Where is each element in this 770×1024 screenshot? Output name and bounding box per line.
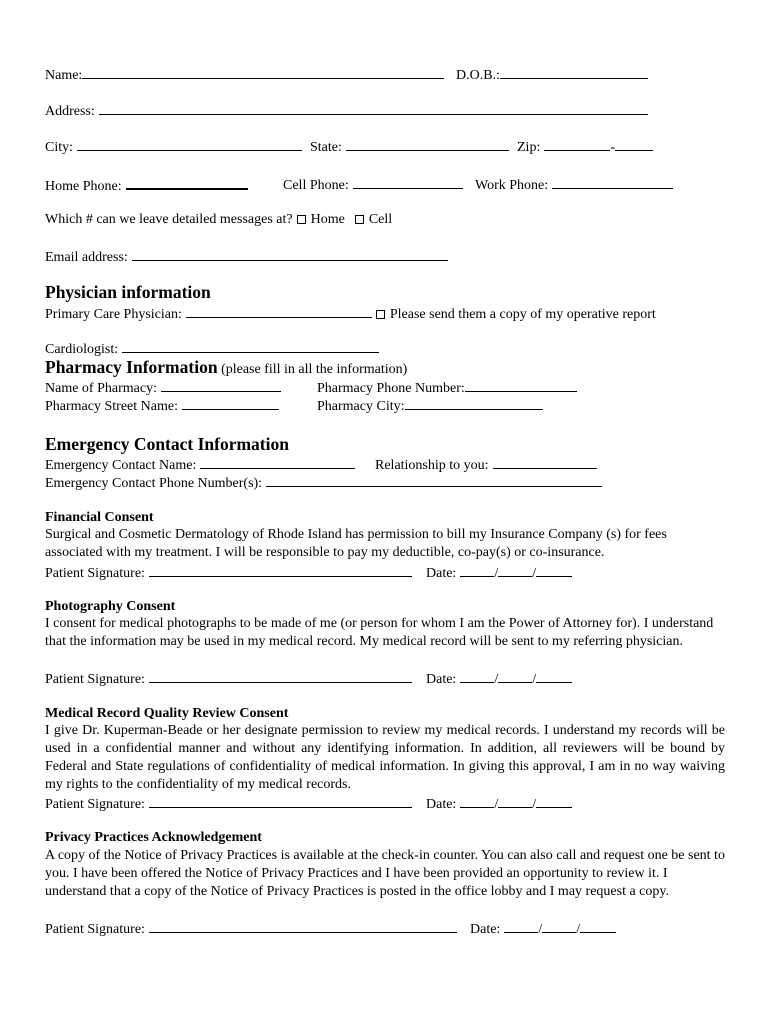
cell-checkbox[interactable]: [355, 215, 364, 224]
relationship-field[interactable]: [493, 455, 597, 469]
emergency-heading: Emergency Contact Information: [45, 434, 289, 454]
relationship-label: Relationship to you:: [375, 458, 489, 473]
cell-phone-label: Cell Phone:: [283, 178, 349, 193]
quality-review-date-month[interactable]: [460, 794, 494, 808]
cell-phone-field[interactable]: [353, 175, 463, 189]
date-separator: /: [494, 566, 499, 581]
home-phone-field[interactable]: [126, 175, 248, 190]
privacy-signature-field[interactable]: [149, 919, 457, 933]
privacy-date-month[interactable]: [504, 919, 538, 933]
name-field[interactable]: [82, 65, 444, 79]
city-field[interactable]: [77, 137, 302, 151]
quality-review-signature-field[interactable]: [149, 794, 412, 808]
privacy-date-year[interactable]: [580, 919, 616, 933]
date-separator: /: [532, 566, 537, 581]
quality-review-date-label: Date:: [426, 797, 457, 812]
pharmacy-phone-field[interactable]: [465, 378, 577, 392]
financial-heading: Financial Consent: [45, 510, 154, 525]
pharmacy-city-label: Pharmacy City:: [317, 399, 405, 414]
financial-date-month[interactable]: [460, 563, 494, 577]
privacy-date-day[interactable]: [542, 919, 576, 933]
emergency-name-label: Emergency Contact Name:: [45, 458, 197, 473]
privacy-heading: Privacy Practices Acknowledgement: [45, 830, 262, 845]
zip-label: Zip:: [517, 140, 541, 155]
email-label: Email address:: [45, 250, 128, 265]
pcp-field[interactable]: [186, 304, 372, 318]
date-separator: /: [532, 672, 537, 687]
pcp-label: Primary Care Physician:: [45, 307, 182, 322]
privacy-text: A copy of the Notice of Privacy Practices is available at the check-in counter. You can also call and request one be sent to you. I have been offered the Notice of Privacy Practices and I have been provided an opportunity to review it. I understand that a copy of the Notice of Privacy Practices is posted in the office lobby and I may request a copy.: [45, 848, 725, 899]
date-separator: /: [576, 922, 581, 937]
home-option-label: Home: [310, 212, 345, 227]
address-field[interactable]: [99, 101, 648, 115]
work-phone-label: Work Phone:: [475, 178, 549, 193]
emergency-phone-field[interactable]: [266, 473, 602, 487]
physician-heading: Physician information: [45, 282, 211, 302]
work-phone-field[interactable]: [552, 175, 673, 189]
financial-date-year[interactable]: [536, 563, 572, 577]
quality-review-signature-label: Patient Signature:: [45, 797, 145, 812]
photography-date-label: Date:: [426, 672, 457, 687]
emergency-name-field[interactable]: [200, 455, 355, 469]
cardiologist-field[interactable]: [122, 339, 379, 353]
pharmacy-heading: Pharmacy Information: [45, 357, 218, 377]
name-label: Name:: [45, 68, 83, 83]
date-separator: /: [538, 922, 543, 937]
state-label: State:: [310, 140, 342, 155]
financial-date-label: Date:: [426, 566, 457, 581]
address-label: Address:: [45, 104, 95, 119]
privacy-date-label: Date:: [470, 922, 501, 937]
privacy-signature-label: Patient Signature:: [45, 922, 145, 937]
state-field[interactable]: [346, 137, 509, 151]
date-separator: /: [532, 797, 537, 812]
photography-date-day[interactable]: [498, 669, 532, 683]
date-separator: /: [494, 672, 499, 687]
pharmacy-phone-label: Pharmacy Phone Number:: [317, 381, 465, 396]
photography-heading: Photography Consent: [45, 599, 176, 614]
photography-signature-field[interactable]: [149, 669, 412, 683]
messages-question: Which # can we leave detailed messages at?: [45, 212, 293, 227]
emergency-phone-label: Emergency Contact Phone Number(s):: [45, 476, 263, 491]
pharmacy-name-field[interactable]: [161, 378, 281, 392]
photography-signature-label: Patient Signature:: [45, 672, 145, 687]
quality-review-text: I give Dr. Kuperman-Beade or her designate permission to review my medical records. I understand my records will be used in a confidential manner and without any identifying information. In addition, all reviewers will be bound by Federal and State regulations of confidentiality of medical information. In giving this approval, I am in no way waiving my rights to the confidentiality of my medical records.: [45, 723, 725, 792]
email-field[interactable]: [132, 247, 448, 261]
photography-date-year[interactable]: [536, 669, 572, 683]
copy-report-label: Please send them a copy of my operative report: [389, 307, 656, 322]
quality-review-date-day[interactable]: [498, 794, 532, 808]
zip-field[interactable]: [544, 137, 610, 151]
city-label: City:: [45, 140, 74, 155]
home-phone-label: Home Phone:: [45, 179, 122, 194]
financial-signature-field[interactable]: [149, 563, 412, 577]
financial-date-day[interactable]: [498, 563, 532, 577]
zip-dash: -: [610, 140, 616, 155]
pharmacy-name-label: Name of Pharmacy:: [45, 381, 157, 396]
zip-ext-field[interactable]: [615, 137, 653, 151]
home-checkbox[interactable]: [297, 215, 306, 224]
cell-option-label: Cell: [368, 212, 393, 227]
pharmacy-city-field[interactable]: [405, 396, 543, 410]
photography-text: I consent for medical photographs to be made of me (or person for whom I am the Power of Attorney for). I understand that the information may be used in my medical record. My medical record will be sent to my referring physician.: [45, 616, 714, 649]
copy-report-checkbox[interactable]: [376, 310, 385, 319]
dob-field[interactable]: [500, 65, 648, 79]
quality-review-heading: Medical Record Quality Review Consent: [45, 706, 289, 721]
financial-signature-label: Patient Signature:: [45, 566, 145, 581]
photography-date-month[interactable]: [460, 669, 494, 683]
quality-review-date-year[interactable]: [536, 794, 572, 808]
pharmacy-heading-note: (please fill in all the information): [221, 362, 408, 377]
dob-label: D.O.B.:: [456, 68, 500, 83]
pharmacy-street-label: Pharmacy Street Name:: [45, 399, 178, 414]
pharmacy-street-field[interactable]: [182, 396, 279, 410]
cardiologist-label: Cardiologist:: [45, 342, 119, 357]
financial-text: Surgical and Cosmetic Dermatology of Rhode Island has permission to bill my Insurance Company (s) for fees associated with my treatment. I will be responsible to pay my deductible, co-pay(s) or co-insurance.: [45, 527, 667, 560]
date-separator: /: [494, 797, 499, 812]
